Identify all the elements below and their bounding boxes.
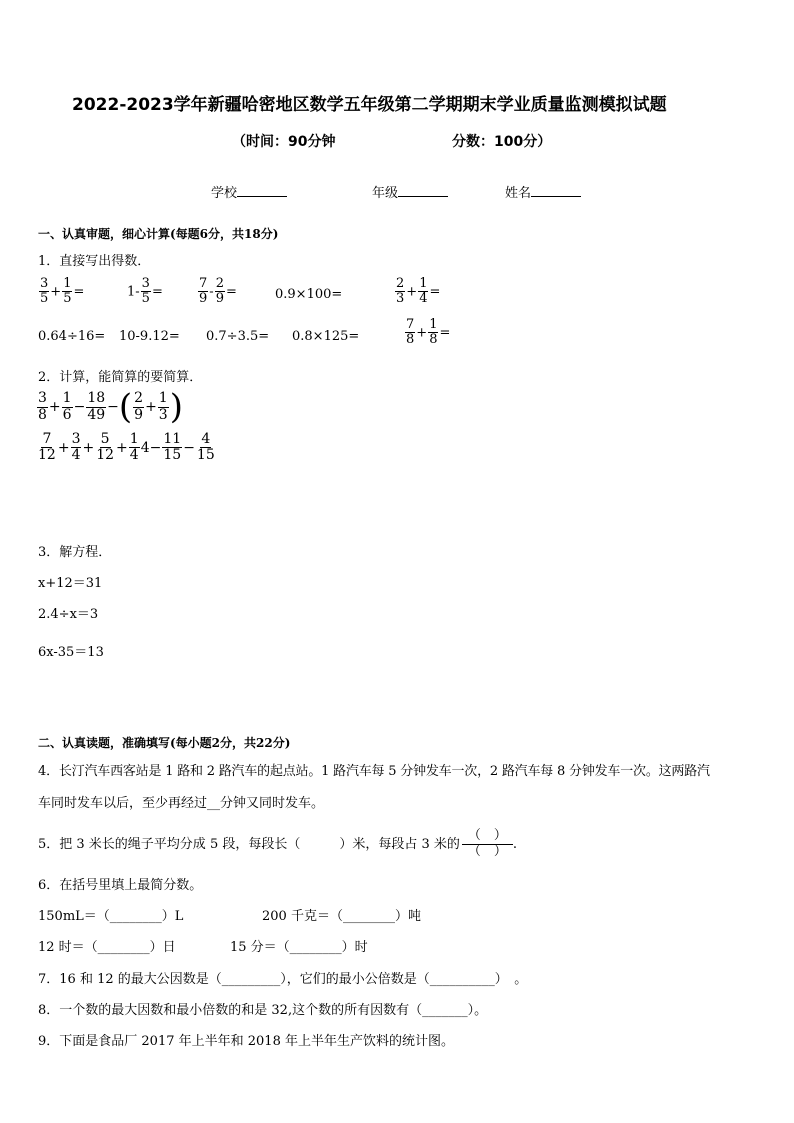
q6-item-d: 15 分＝（________）时: [230, 940, 368, 955]
q1-row1-b: 1- $\frac{3}{5}$ =: [127, 276, 163, 307]
q1-row2-c: 0.7÷3.5=: [206, 329, 270, 344]
q1-row2-b: 10-9.12=: [119, 329, 180, 344]
q2-stem: 2．计算，能简算的要简算．: [38, 370, 203, 385]
name-field: 姓名: [505, 182, 581, 201]
page-title: 2022-2023学年新疆哈密地区数学五年级第二学期期末学业质量监测模拟试题: [72, 95, 667, 115]
q9: 9．下面是食品厂 2017 年上半年和 2018 年上半年生产饮料的统计图。: [38, 1034, 454, 1049]
section1-heading: 一、认真审题，细心计算(每题6分，共18分): [38, 227, 279, 241]
q1-row1-e: $\frac{2}{3}$ + $\frac{1}{4}$ =: [396, 276, 441, 307]
q6-item-c: 12 时＝（________）日: [38, 940, 176, 955]
q1-row2-d: 0.8×125=: [292, 329, 360, 344]
q1-row1-d: 0.9×100=: [275, 287, 343, 302]
q3-equation-3: 6x-35＝13: [38, 645, 104, 660]
q3-stem: 3．解方程．: [38, 545, 112, 560]
section2-heading: 二、认真读题，准确填写(每小题2分，共22分): [38, 736, 291, 750]
q1-row2-a: 0.64÷16=: [38, 329, 106, 344]
q6-item-b: 200 千克＝（________）吨: [262, 909, 421, 924]
q2-expression-1: $\frac{3}{8}$ + $\frac{1}{6}$ − $\frac{18}{49}$ −( $\frac{2}{9}$ + $\frac{1}{3}$ ): [38, 387, 183, 427]
q4-line-1: 4．长汀汽车西客站是 1 路和 2 路汽车的起点站。1 路汽车每 5 分钟发车一次，2 路汽车每 8 分钟发车一次。这两路汽: [38, 764, 710, 779]
exam-time: （时间：90分钟: [232, 134, 336, 150]
q6-item-a: 150mL＝（________）L: [38, 909, 184, 924]
school-field: 学校: [211, 182, 287, 201]
q7: 7．16 和 12 的最大公因数是（_________），它们的最小公倍数是（__________） 。: [38, 972, 528, 987]
q2-expression-2: $\frac{7}{12}$ + $\frac{3}{4}$ + $\frac{5}{12}$ + $\frac{1}{4}$ 4− $\frac{11}{15}$ − $\frac{4}{15}$: [38, 431, 215, 464]
q1-row1-a: $\frac{3}{5}$ + $\frac{1}{5}$ =: [40, 276, 85, 307]
grade-field: 年级: [372, 182, 448, 201]
exam-score: 分数：100分）: [452, 134, 552, 150]
q1-stem: 1．直接写出得数．: [38, 254, 151, 269]
q8: 8．一个数的最大因数和最小倍数的和是 32,这个数的所有因数有（_______）。: [38, 1003, 488, 1018]
q3-equation-1: x+12＝31: [38, 576, 103, 591]
q4-line-2: 车同时发车以后，至少再经过__分钟又同时发车。: [38, 796, 325, 811]
q1-row1-c: $\frac{7}{9}$ - $\frac{2}{9}$ =: [199, 276, 237, 307]
q1-row2-e: $\frac{7}{8}$ + $\frac{1}{8}$ =: [406, 317, 451, 348]
q5: 5．把 3 米长的绳子平均分成 5 段，每段长（ ）米，每段占 3 米的 $\frac{( )}{( )}$ .: [38, 828, 518, 859]
q3-equation-2: 2.4÷x＝3: [38, 607, 99, 622]
q6-stem: 6．在括号里填上最简分数。: [38, 878, 203, 893]
